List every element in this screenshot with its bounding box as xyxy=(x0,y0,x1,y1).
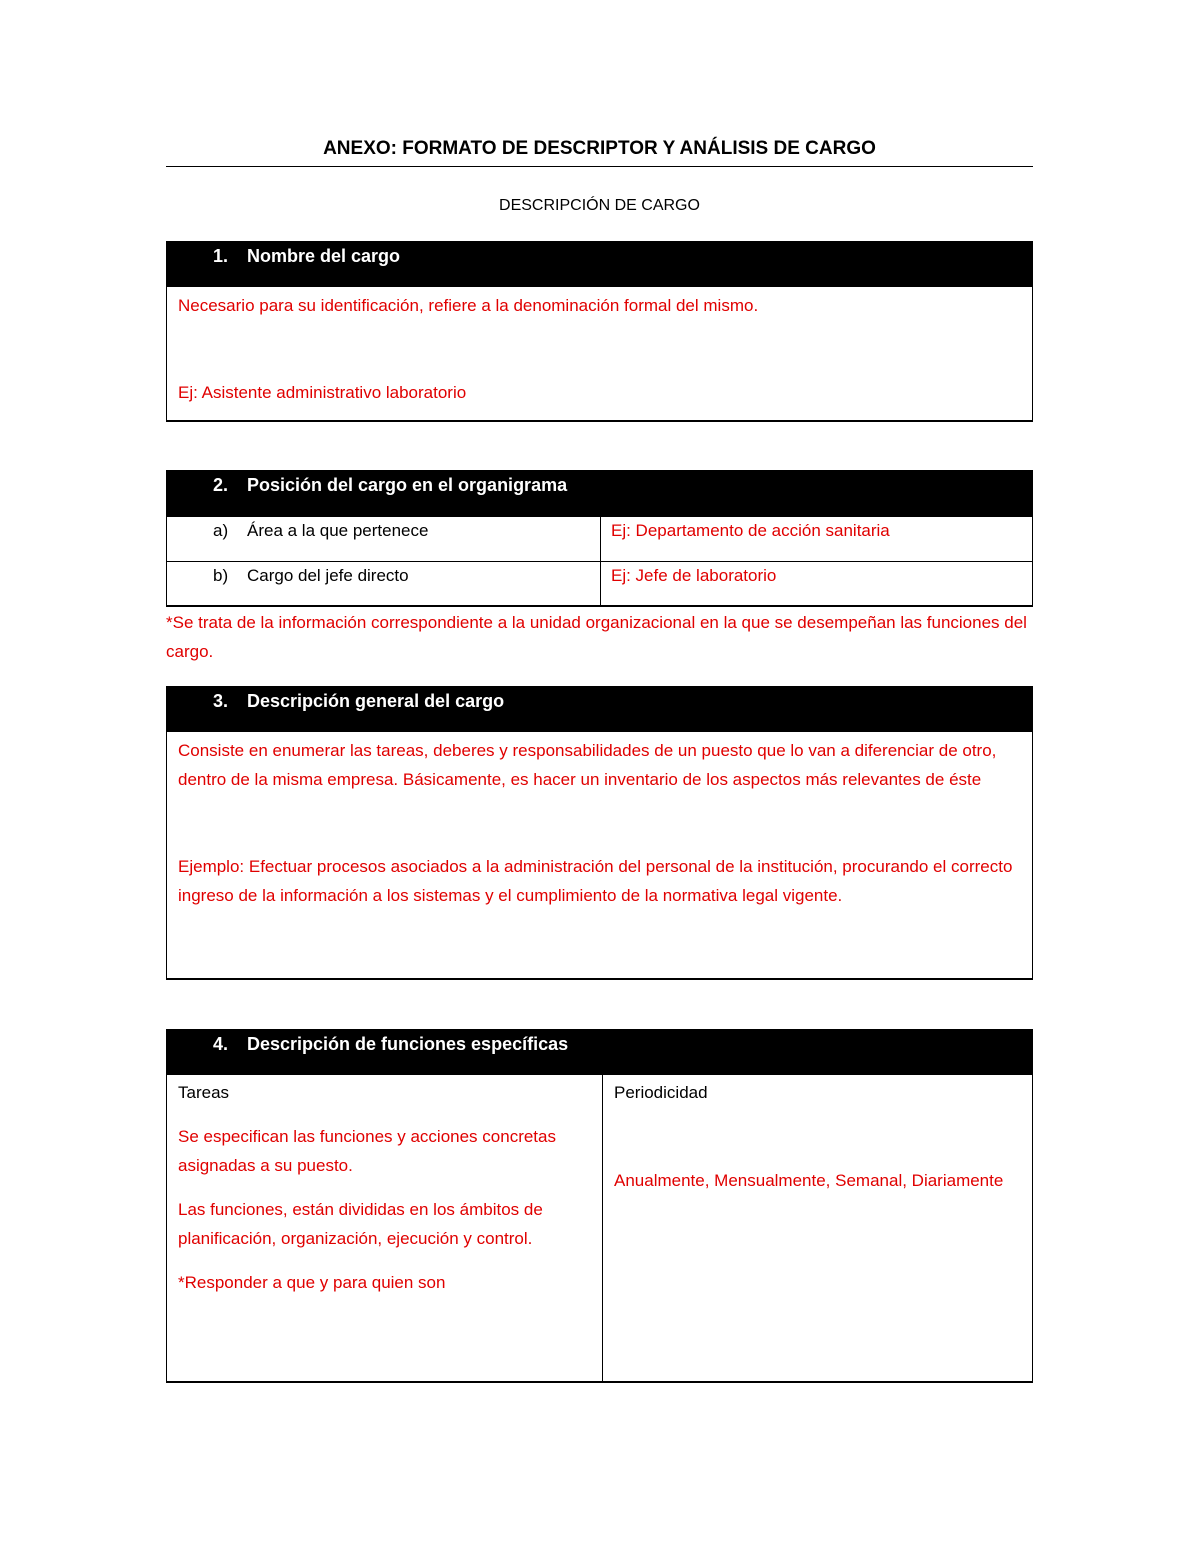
table-row xyxy=(167,561,1032,606)
section-nombre-del-cargo xyxy=(166,241,1033,422)
section-3-body xyxy=(167,732,1032,914)
section-1-number: 1. xyxy=(213,246,229,266)
section-2-heading: Posición del cargo en el organigrama xyxy=(247,475,568,495)
tasks-paragraph-1: Se especifican las funciones y acciones concretas asignadas a su puesto. xyxy=(178,1127,556,1175)
section-1-header xyxy=(167,241,1032,287)
periodicity-column xyxy=(603,1075,1032,1381)
section-funciones-especificas xyxy=(166,1029,1033,1383)
row-value: Ej: Jefe de laboratorio xyxy=(611,566,777,585)
table-row xyxy=(167,516,1032,561)
section-2-header xyxy=(167,470,1032,516)
document-title: ANEXO: FORMATO DE DESCRIPTOR Y ANÁLISIS DE CARGO xyxy=(323,138,876,159)
tasks-paragraph-2: Las funciones, están divididas en los ámbitos de planificación, organización, ejecución y control. xyxy=(178,1200,543,1248)
section-3-heading: Descripción general del cargo xyxy=(247,691,505,711)
row-letter: a) xyxy=(213,521,229,540)
row-value: Ej: Departamento de acción sanitaria xyxy=(611,521,890,540)
document-subtitle: DESCRIPCIÓN DE CARGO xyxy=(499,197,700,214)
row-letter: b) xyxy=(213,566,229,585)
section-2-number: 2. xyxy=(213,475,229,495)
section-3-number: 3. xyxy=(213,691,229,711)
tasks-column xyxy=(167,1075,603,1381)
section-posicion-del-cargo xyxy=(166,470,1033,607)
section-4-header xyxy=(167,1029,1032,1075)
row-label: Área a la que pertenece xyxy=(247,521,429,540)
section-3-description: Consiste en enumerar las tareas, deberes y responsabilidades de un puesto que lo van a diferenciar de otro, dentro de la misma empresa. Básicamente, es hacer un inventario de los aspectos más relevantes de éste xyxy=(178,741,997,789)
section-descripcion-general xyxy=(166,686,1033,980)
title-divider xyxy=(166,166,1033,167)
section-4-heading: Descripción de funciones específicas xyxy=(247,1034,569,1054)
section-4-number: 4. xyxy=(213,1034,229,1054)
row-label-cell xyxy=(167,517,601,561)
section-1-heading: Nombre del cargo xyxy=(247,246,401,266)
section-1-body xyxy=(167,287,1032,411)
functions-table xyxy=(167,1075,1032,1381)
section-2-footnote: *Se trata de la información correspondiente a la unidad organizacional en la que se desempeñan las funciones del cargo. xyxy=(166,613,1027,661)
row-label: Cargo del jefe directo xyxy=(247,566,409,585)
section-1-description: Necesario para su identificación, refiere a la denominación formal del mismo. xyxy=(178,296,759,315)
row-label-cell xyxy=(167,562,601,606)
periodicity-column-label: Periodicidad xyxy=(614,1083,708,1102)
periodicity-values: Anualmente, Mensualmente, Semanal, Diariamente xyxy=(614,1171,1004,1190)
tasks-paragraph-3: *Responder a que y para quien son xyxy=(178,1273,446,1292)
tasks-column-label: Tareas xyxy=(178,1083,230,1102)
section-1-example: Ej: Asistente administrativo laboratorio xyxy=(178,383,467,402)
section-3-example: Ejemplo: Efectuar procesos asociados a la administración del personal de la institución, procurando el correcto ingreso de la información a los sistemas y el cumplimiento de la normativa legal vigente. xyxy=(178,857,1013,905)
section-3-header xyxy=(167,686,1032,732)
